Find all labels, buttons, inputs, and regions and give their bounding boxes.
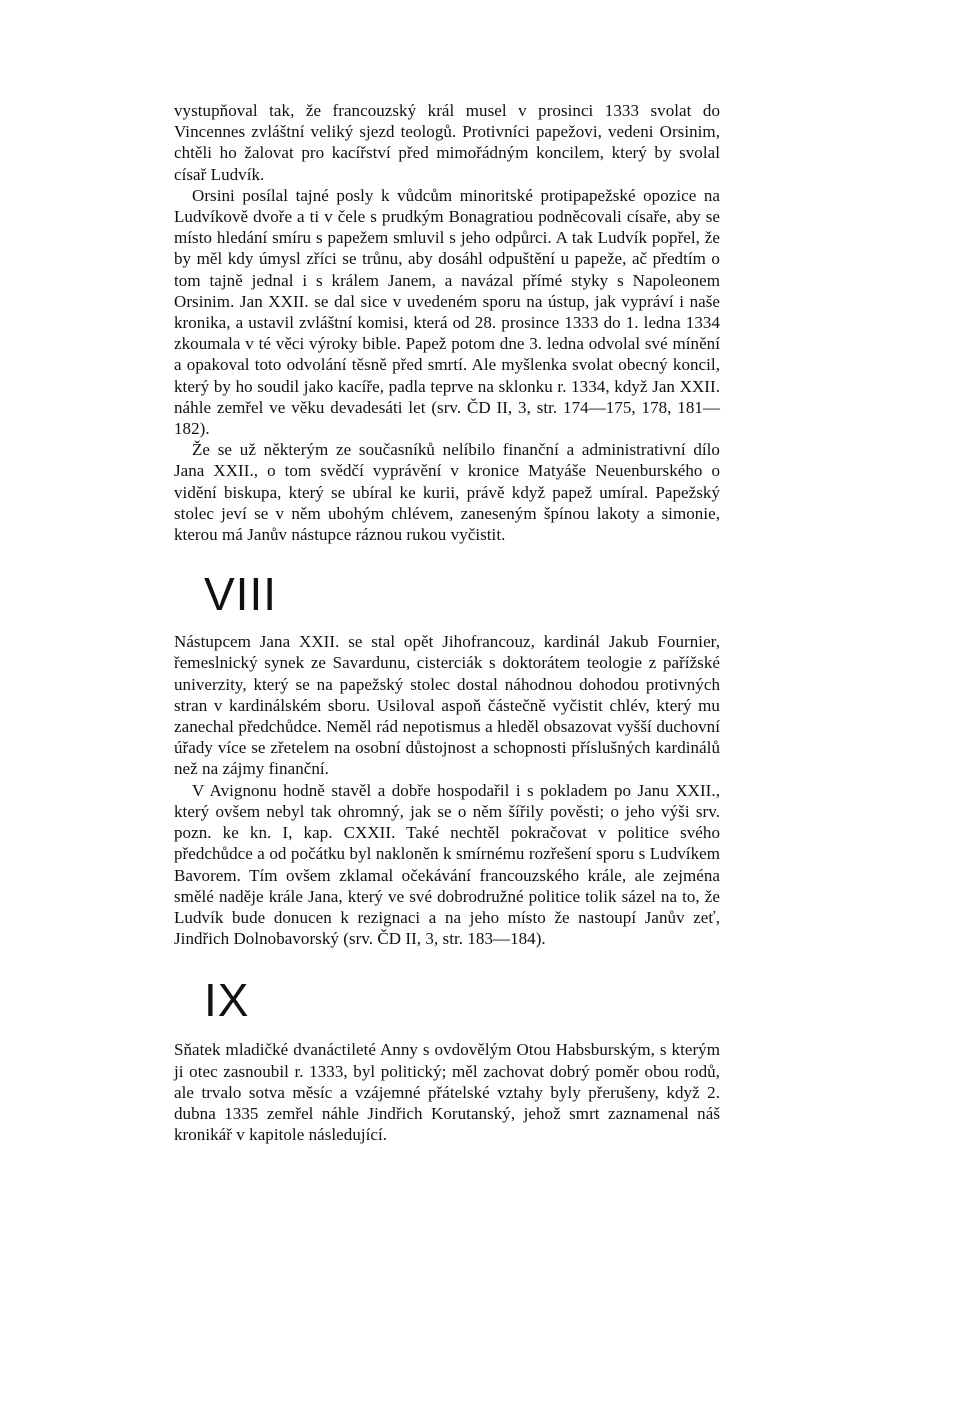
paragraph-marriage: Sňatek mladičké dvanáctileté Anny s ovdovělým Otou Habsburským, s kterým ji otec zasnoubil r. 1333, byl politický; měl zachovat dobrý poměr obou rodů, ale trvalo sotva měsíc a vzájemné přátelské vztahy byly přerušeny, když 2. dubna 1335 zemřel náhle Jindřich Korutanský, jehož smrt zaznamenal náš kronikář v kapitole následující. xyxy=(174,1040,720,1145)
paragraph-continuation: vystupňoval tak, že francouzský král musel v prosinci 1333 svolat do Vincennes zvláštní veliký sjezd teologů. Protivníci papežovi, vedeni Orsinim, chtěli ho žalovat pro kacířství před mimořádným koncilem, který by svolal císař Ludvík. xyxy=(174,101,720,184)
paragraph-successor: Nástupcem Jana XXII. se stal opět Jihofrancouz, kardinál Jakub Fournier, řemeslnický synek ze Savardunu, cisterciák s doktorátem teologie z pařížské univerzity, který se na papežský stolec dostal náhodnou dohodou protivných stran v kardinálském sboru. Usiloval aspoň částečně vyčistit chlév, který mu zanechal předchůdce. Neměl rád nepotismus a hleděl obsazovat vyšší duchovní úřady více se zřetelem na osobní důstojnost a schopnosti příslušných kardinálů než na zájmy finanční. xyxy=(174,632,720,779)
paragraph-orsini: Orsini posílal tajné posly k vůdcům minoritské protipapežské opozice na Ludvíkově dvoře a ti v čele s prudkým Bonagratiou podněcovali císaře, aby se místo hledání smíru s papežem smluvil s jeho odpůrci. A tak Ludvík popřel, že by měl kdy úmysl zříci se trůnu, aby dosáhl odpuštění u papeže, ač předtím o tom tajně jednal i s králem Janem, a navázal přímé styky s Napoleonem Orsinim. Jan XXII. se dal sice v uvedeném sporu na ústup, jak vypráví i naše kronika, a ustavil zvláštní komisi, která od 28. prosince 1333 do 1. ledna 1334 zkoumala v té věci výroky bible. Papež potom dne 3. ledna odvolal své mínění a opakoval toto odvolání těsně před smrtí. Ale myšlenka svolat obecný koncil, který by ho soudil jako kacíře, padla teprve na sklonku r. 1334, když Jan XXII. náhle zemřel ve věku devadesáti let (srv. ČD II, 3, str. 174—175, 178, 181—182). xyxy=(174,185,720,439)
chapter-heading-ix: IX xyxy=(204,974,250,1027)
chapter-heading-viii: VIII xyxy=(204,568,278,621)
paragraph-avignon: V Avignonu hodně stavěl a dobře hospodařil i s pokladem po Janu XXII., který ovšem nebyl tak ohromný, jak se o něm šířily pověsti; o jeho výši srv. pozn. ke kn. I, kap. CXXII. Také nechtěl pokračovat v politice svého předchůdce a od počátku byl nakloněn k smírnému rozřešení sporu s Ludvíkem Bavorem. Tím ovšem zklamal očekávání francouzského krále, ale zejména smělé naděje krále Jana, který ve své dobrodružné politice tolik sázel na to, že Ludvík bude donucen k rezignaci a na jeho místo že nastoupí Janův zeť, Jindřich Dolnobavorský (srv. ČD II, 3, str. 183—184). xyxy=(174,780,720,949)
paragraph-financial-critique: Že se už některým ze současníků nelíbilo finanční a administrativní dílo Jana XXII., o tom svědčí vyprávění v kronice Matyáše Neuenburského o vidění biskupa, který se ubíral ke kurii, právě když papež umíral. Papežský stolec jeví se v něm ubohým chlévem, zaneseným špínou lakoty a simonie, kterou má Janův nástupce ráznou rukou vyčistit. xyxy=(174,440,720,545)
page-text-block xyxy=(174,100,720,1145)
